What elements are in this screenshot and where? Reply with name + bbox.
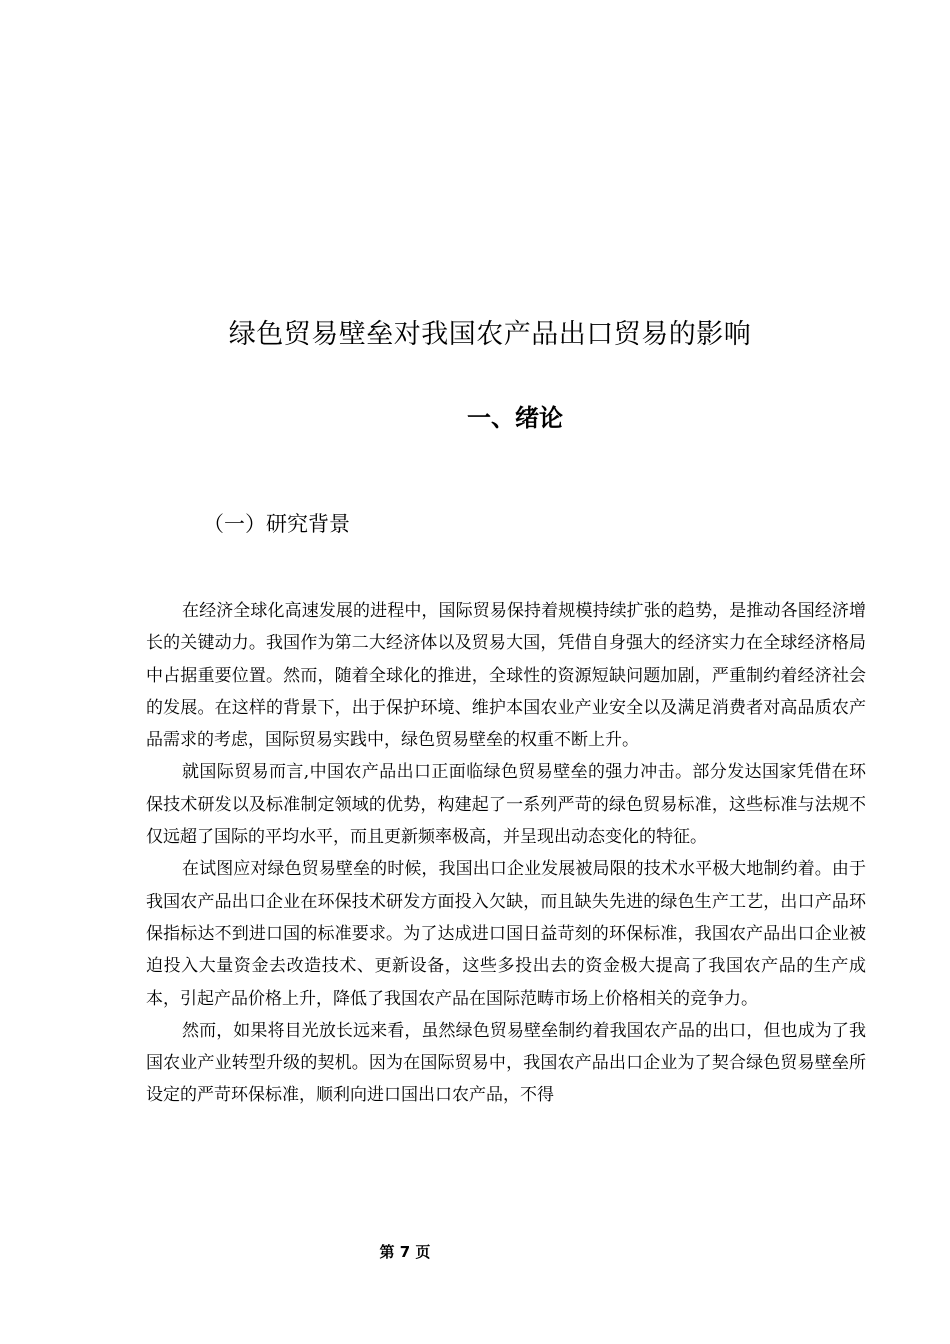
- section-heading: （一）研究背景: [203, 512, 350, 536]
- document-title: 绿色贸易壁垒对我国农产品出口贸易的影响: [228, 319, 752, 350]
- body-text: [146, 595, 866, 1112]
- paragraph-3: 在试图应对绿色贸易壁垒的时候，我国出口企业发展被局限的技术水平极大地制约着。由于我国农产品出口企业在环保技术研发方面投入欠缺，而且缺失先进的绿色生产工艺，出口产品环保指标达不到进口国的标准要求。为了达成进口国日益苛刻的环保标准，我国农产品出口企业被迫投入大量资金去改造技术、更新设备，这些多投出去的资金极大提高了我国农产品的生产成本，引起产品价格上升，降低了我国农产品在国际范畴市场上价格相关的竞争力。: [146, 859, 866, 1009]
- paragraph-4: 然而，如果将目光放长远来看，虽然绿色贸易壁垒制约着我国农产品的出口，但也成为了我国农业产业转型升级的契机。因为在国际贸易中，我国农产品出口企业为了契合绿色贸易壁垒所设定的严苛环保标准，顺利向进口国出口农产品，不得: [146, 1020, 866, 1106]
- chapter-heading: 一、绪论: [467, 404, 563, 432]
- page-number: 第 7 页: [379, 1243, 431, 1261]
- paragraph-2: 就国际贸易而言,中国农产品出口正面临绿色贸易壁垒的强力冲击。部分发达国家凭借在环保技术研发以及标准制定领域的优势，构建起了一系列严苛的绿色贸易标准，这些标准与法规不仅远超了国际的平均水平，而且更新频率极高，并呈现出动态变化的特征。: [146, 762, 866, 848]
- paragraph-1: 在经济全球化高速发展的进程中，国际贸易保持着规模持续扩张的趋势，是推动各国经济增长的关键动力。我国作为第二大经济体以及贸易大国，凭借自身强大的经济实力在全球经济格局中占据重要位置。然而，随着全球化的推进，全球性的资源短缺问题加剧，严重制约着经济社会的发展。在这样的背景下，出于保护环境、维护本国农业产业安全以及满足消费者对高品质农产品需求的考虑，国际贸易实践中，绿色贸易壁垒的权重不断上升。: [146, 601, 866, 751]
